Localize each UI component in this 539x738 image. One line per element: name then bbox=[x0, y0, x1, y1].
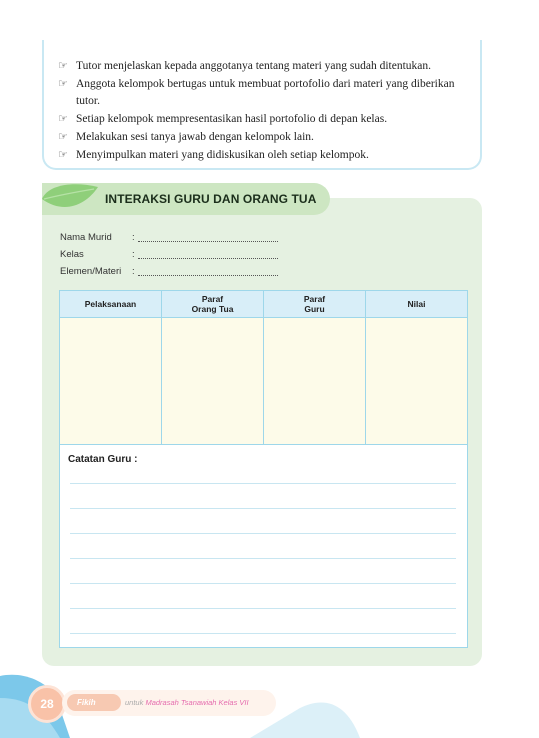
cell-nilai[interactable] bbox=[366, 318, 467, 444]
section-title: INTERAKSI GURU DAN ORANG TUA bbox=[105, 192, 317, 206]
table-body-row bbox=[60, 318, 467, 445]
field-blank[interactable] bbox=[138, 267, 278, 276]
note-line[interactable] bbox=[70, 633, 456, 634]
activity-steps-list bbox=[58, 58, 468, 165]
note-line[interactable] bbox=[70, 558, 456, 559]
page-number: 28 bbox=[28, 685, 66, 723]
step-item: ☞ Anggota kelompok bertugas untuk membuat portofolio dari materi yang diberikan tutor. bbox=[58, 78, 455, 107]
pointing-hand-icon: ☞ bbox=[58, 112, 68, 125]
note-line[interactable] bbox=[70, 483, 456, 484]
note-line[interactable] bbox=[70, 608, 456, 609]
student-fields bbox=[60, 229, 278, 280]
note-line[interactable] bbox=[70, 508, 456, 509]
assessment-table bbox=[59, 290, 468, 648]
field-label: Kelas bbox=[60, 249, 84, 260]
step-item: ☞ Melakukan sesi tanya jawab dengan kelompok lain. bbox=[58, 129, 468, 146]
header-paraf-guru: Paraf Guru bbox=[264, 291, 366, 317]
teacher-notes-label: Catatan Guru : bbox=[68, 454, 138, 465]
cell-paraf-orang-tua[interactable] bbox=[162, 318, 264, 444]
field-colon: : bbox=[132, 266, 135, 277]
cell-pelaksanaan[interactable] bbox=[60, 318, 162, 444]
subject-label: Fikih bbox=[67, 694, 121, 711]
pointing-hand-icon: ☞ bbox=[58, 130, 68, 143]
field-blank[interactable] bbox=[138, 233, 278, 242]
note-line[interactable] bbox=[70, 583, 456, 584]
header-paraf-orang-tua: Paraf Orang Tua bbox=[162, 291, 264, 317]
field-label: Elemen/Materi bbox=[60, 266, 122, 277]
header-pelaksanaan: Pelaksanaan bbox=[60, 291, 162, 317]
step-item: ☞ Menyimpulkan materi yang didiskusikan oleh setiap kelompok. bbox=[58, 147, 468, 164]
field-blank[interactable] bbox=[138, 250, 278, 259]
pointing-hand-icon: ☞ bbox=[58, 60, 68, 72]
field-label: Nama Murid bbox=[60, 232, 112, 243]
leaf-icon bbox=[42, 183, 98, 215]
pointing-hand-icon: ☞ bbox=[58, 78, 68, 90]
step-item: ☞ Tutor menjelaskan kepada anggotanya tentang materi yang sudah ditentukan. bbox=[58, 58, 468, 75]
field-kelas bbox=[60, 246, 278, 263]
field-colon: : bbox=[132, 249, 135, 260]
field-elemen-materi bbox=[60, 263, 278, 280]
field-colon: : bbox=[132, 232, 135, 243]
note-line[interactable] bbox=[70, 533, 456, 534]
field-nama-murid bbox=[60, 229, 278, 246]
cell-paraf-guru[interactable] bbox=[264, 318, 366, 444]
step-item: ☞ Setiap kelompok mempresentasikan hasil portofolio di depan kelas. bbox=[58, 111, 468, 128]
table-header-row bbox=[60, 291, 467, 318]
book-title: untuk Madrasah Tsanawiah Kelas VII bbox=[125, 698, 249, 707]
header-nilai: Nilai bbox=[407, 299, 426, 309]
pointing-hand-icon: ☞ bbox=[58, 148, 68, 161]
